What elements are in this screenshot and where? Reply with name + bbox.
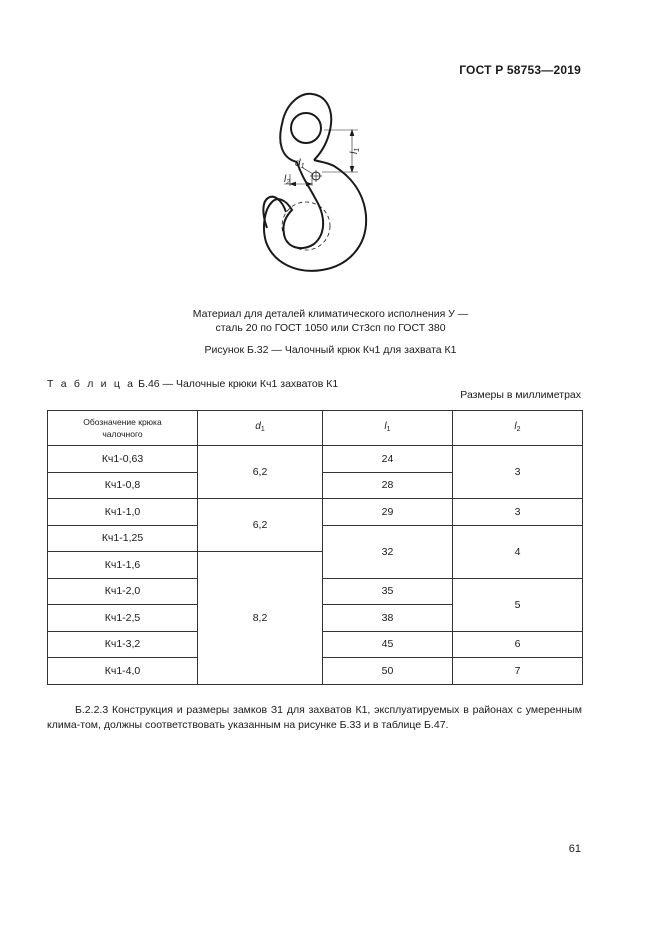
table-title-prefix: Т а б л и ц а — [47, 378, 136, 390]
cell-designation: Кч1-4,0 — [48, 658, 198, 685]
units-note: Размеры в миллиметрах — [460, 389, 581, 401]
cell-designation: Кч1-0,63 — [48, 446, 198, 473]
body-paragraph: Б.2.2.3 Конструкция и размеры замков З1 для захватов К1, эксплуатируемых в районах с умеренным клима-том, должны соответствовать указанным на рисунке Б.33 и в таблице Б.47. — [47, 704, 582, 731]
cell-l2: 3 — [453, 499, 583, 526]
cell-l1: 24 — [323, 446, 453, 473]
hook-drawing — [240, 88, 400, 288]
cell-l1: 35 — [323, 578, 453, 605]
header-l2: $l_2$ — [453, 411, 583, 446]
hooks-table — [47, 410, 583, 685]
label-l1: $l_1$ — [349, 147, 361, 154]
cell-designation: Кч1-2,0 — [48, 578, 198, 605]
table-title-text: Б.46 — Чалочные крюки Кч1 захватов К1 — [138, 378, 339, 390]
table-row — [48, 446, 583, 473]
label-d1: $d_1$ — [295, 158, 305, 170]
label-l2: $l_2$ — [284, 174, 291, 186]
cell-d1: 6,2 — [198, 499, 323, 552]
cell-designation: Кч1-1,6 — [48, 552, 198, 579]
cell-designation: Кч1-1,25 — [48, 525, 198, 552]
cell-l1: 38 — [323, 605, 453, 632]
cell-l1: 29 — [323, 499, 453, 526]
cell-designation: Кч1-0,8 — [48, 472, 198, 499]
figure-caption: Рисунок Б.32 — Чалочный крюк Кч1 для захвата К1 — [204, 344, 457, 356]
hook-body-outline — [264, 160, 366, 271]
cell-designation: Кч1-3,2 — [48, 631, 198, 658]
standard-number: ГОСТ Р 58753—2019 — [459, 63, 581, 77]
cell-l2: 7 — [453, 658, 583, 685]
table-title — [47, 378, 338, 390]
cell-designation: Кч1-2,5 — [48, 605, 198, 632]
cell-l2: 3 — [453, 446, 583, 499]
table-row — [48, 499, 583, 526]
cell-l2: 4 — [453, 525, 583, 578]
cell-l1: 45 — [323, 631, 453, 658]
material-note-line1: Материал для деталей климатического исполнения У — — [192, 308, 469, 320]
cell-l1: 28 — [323, 472, 453, 499]
hook-eye-outline — [280, 94, 331, 162]
page-number: 61 — [568, 843, 581, 855]
cell-l2: 5 — [453, 578, 583, 631]
cell-l1: 50 — [323, 658, 453, 685]
cell-l1: 32 — [323, 525, 453, 578]
table-header-row — [48, 411, 583, 446]
header-d1: $d_1$ — [198, 411, 323, 446]
header-l1: $l_1$ — [323, 411, 453, 446]
cell-l2: 6 — [453, 631, 583, 658]
material-note-line2: сталь 20 по ГОСТ 1050 или Ст3сп по ГОСТ 380 — [215, 322, 446, 334]
cell-d1: 6,2 — [198, 446, 323, 499]
hook-eye-hole — [291, 113, 321, 143]
cell-designation: Кч1-1,0 — [48, 499, 198, 526]
header-designation: Обозначение крюка чалочного — [48, 411, 198, 446]
cell-d1: 8,2 — [198, 552, 323, 685]
